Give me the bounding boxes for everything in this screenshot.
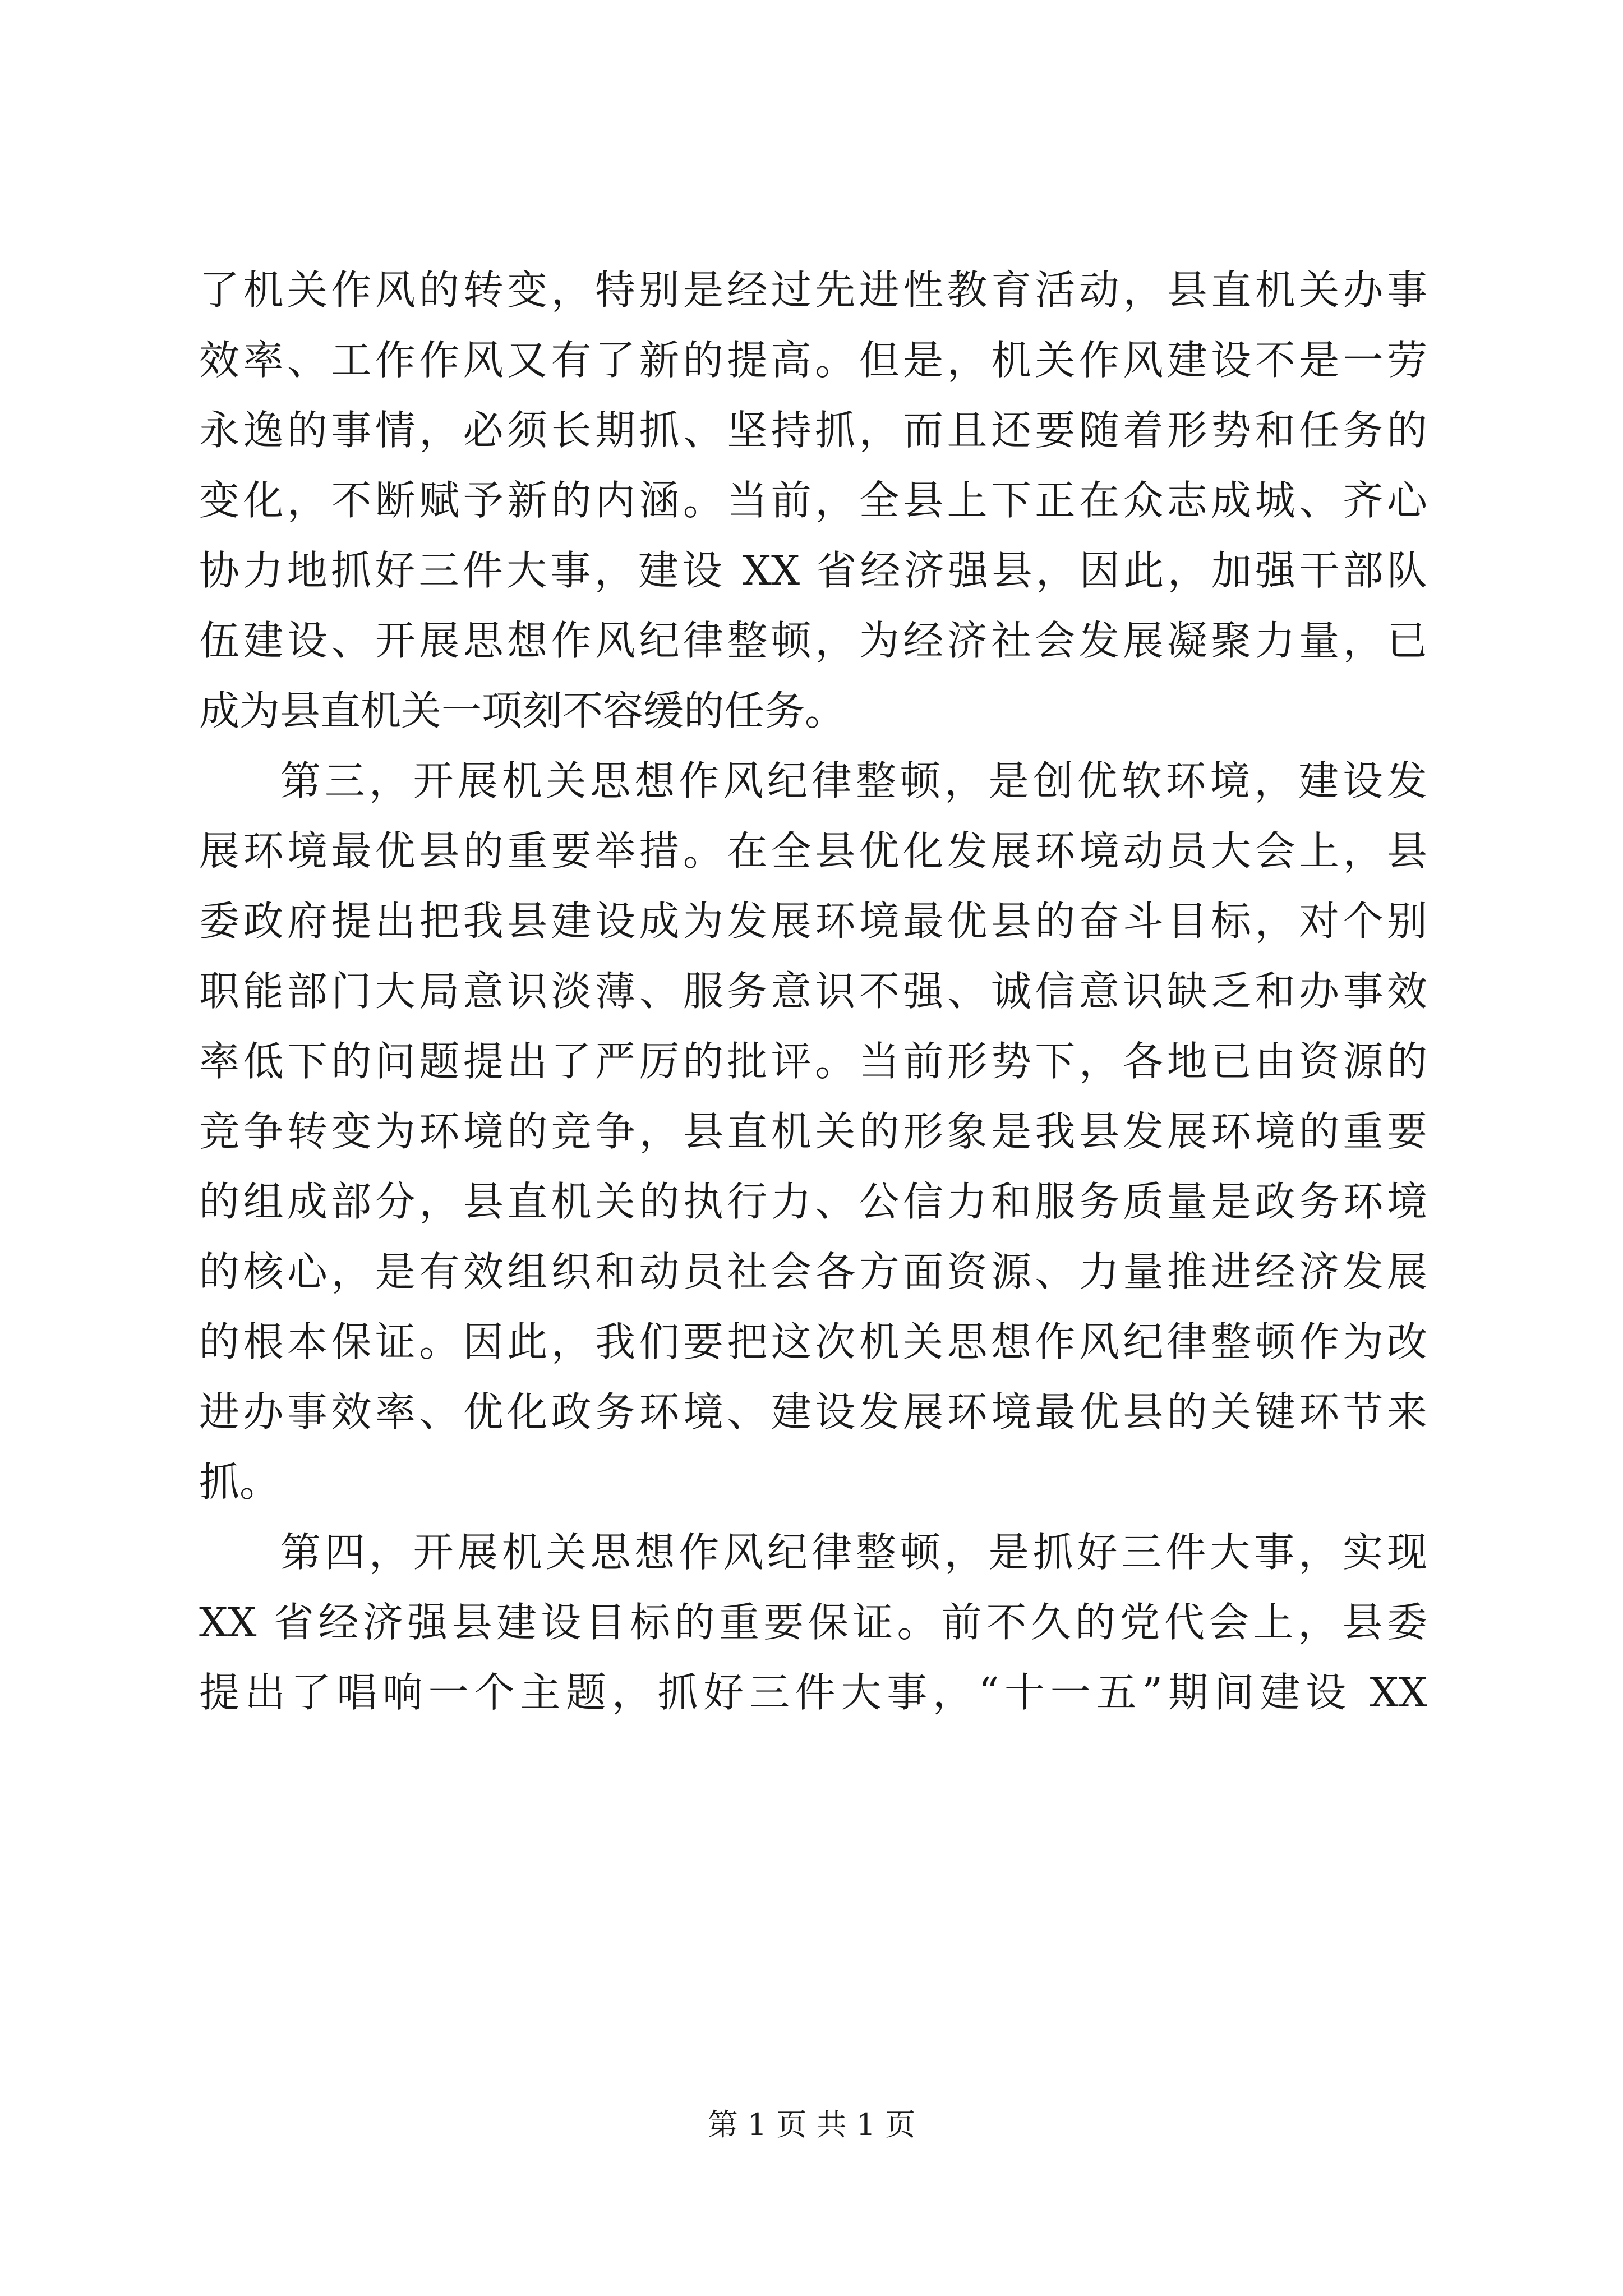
text-line: 效率、工作作风又有了新的提高。但是，机关作风建设不是一劳	[199, 337, 1427, 384]
text-line: 成为县直机关一项刻不容缓的任务。	[199, 687, 846, 734]
text-line: 的组成部分，县直机关的执行力、公信力和服务质量是政务环境	[199, 1178, 1427, 1225]
text-line: 竞争转变为环境的竞争，县直机关的形象是我县发展环境的重要	[199, 1108, 1427, 1155]
text-line: 了机关作风的转变，特别是经过先进性教育活动，县直机关办事	[199, 266, 1427, 314]
text-line: 提出了唱响一个主题，抓好三件大事，“十一五”期间建设 XX	[199, 1669, 1427, 1716]
text-line: 的核心，是有效组织和动员社会各方面资源、力量推进经济发展	[199, 1248, 1427, 1295]
text-line: 委政府提出把我县建设成为发展环境最优县的奋斗目标，对个别	[199, 898, 1427, 945]
text-line: 第三，开展机关思想作风纪律整顿，是创优软环境，建设发	[280, 757, 1427, 804]
text-line: 抓。	[199, 1458, 280, 1506]
text-line: 伍建设、开展思想作风纪律整顿，为经济社会发展凝聚力量，已	[199, 617, 1427, 664]
text-line: 展环境最优县的重要举措。在全县优化发展环境动员大会上，县	[199, 827, 1427, 875]
text-line: XX 省经济强县建设目标的重要保证。前不久的党代会上，县委	[199, 1599, 1427, 1646]
text-line: 职能部门大局意识淡薄、服务意识不强、诚信意识缺乏和办事效	[199, 968, 1427, 1015]
page-number-footer: 第 1 页 共 1 页	[707, 2107, 916, 2142]
text-line: 协力地抓好三件大事，建设 XX 省经济强县，因此，加强干部队	[199, 547, 1427, 594]
text-line: 率低下的问题提出了严厉的批评。当前形势下，各地已由资源的	[199, 1038, 1427, 1085]
text-line: 变化，不断赋予新的内涵。当前，全县上下正在众志成城、齐心	[199, 477, 1427, 524]
text-line: 永逸的事情，必须长期抓、坚持抓，而且还要随着形势和任务的	[199, 407, 1427, 454]
text-line: 第四，开展机关思想作风纪律整顿，是抓好三件大事，实现	[280, 1529, 1427, 1576]
document-body	[199, 255, 1427, 1728]
text-line: 进办事效率、优化政务环境、建设发展环境最优县的关键环节来	[199, 1388, 1427, 1435]
text-line: 的根本保证。因此，我们要把这次机关思想作风纪律整顿作为改	[199, 1318, 1427, 1365]
